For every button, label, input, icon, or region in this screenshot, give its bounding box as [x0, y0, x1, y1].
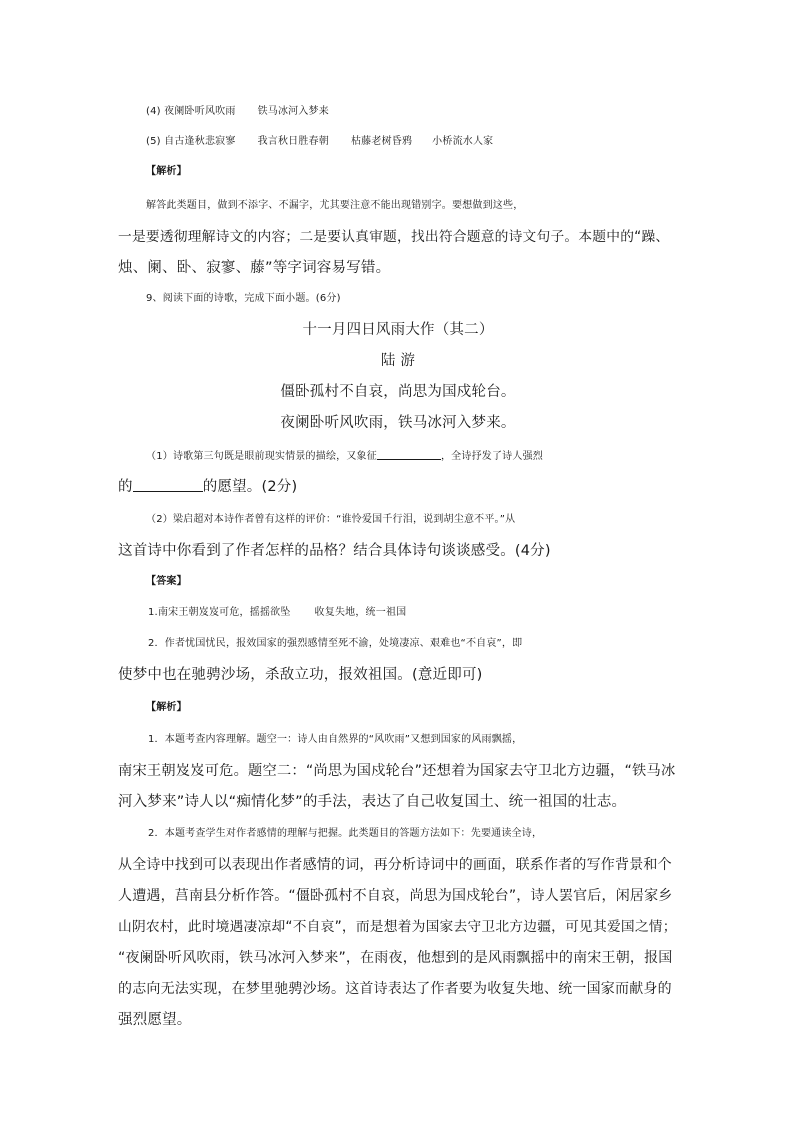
answer-2: 2．作者忧国忧民，报效国家的强烈感情至死不渝，处境凄凉、艰难也“不自哀”，即 [148, 638, 523, 649]
sub-question-2-cont: 这首诗中你看到了作者怎样的品格？结合具体诗句谈谈感受。(4分) [118, 543, 551, 559]
paragraph-line: “夜阑卧听风吹雨，铁马冰河入梦来”，在雨夜，他想到的是风雨飘摇中的南宋王朝，报国 [118, 950, 673, 966]
paragraph-line: 河入梦来”诗人以“痴情化梦”的手法，表达了自己收复国土、统一祖国的壮志。 [118, 794, 627, 810]
sub-question-2: （2）梁启超对本诗作者曾有这样的评价：“谁怜爱国千行泪，说到胡尘意不平。”从 [146, 514, 516, 525]
paragraph-line: 山阴农村，此时境遇凄凉却“不自哀”，而是想着为国家去守卫北方边疆，可见其爱国之情； [118, 919, 677, 935]
answer-1 [148, 602, 708, 624]
fill-blank [377, 445, 441, 460]
answer-text: 1.南宋王朝岌岌可危，摇摇欲坠 [148, 607, 291, 618]
poem-line: 僵卧孤村不自哀，尚思为国戍轮台。 [280, 384, 516, 400]
fill-blank [133, 477, 203, 492]
paragraph-line: 强烈愿望。 [118, 1012, 192, 1028]
paragraph-line: 一是要透彻理解诗文的内容；二是要认真审题，找出符合题意的诗文句子。本题中的“躁、 [118, 229, 670, 245]
paragraph-line: 从全诗中找到可以表现出作者感情的词，再分析诗词中的画面，联系作者的写作背景和个 [118, 857, 672, 873]
item-number: (4) [146, 106, 161, 117]
answer-heading: 【答案】 [146, 576, 187, 587]
answer-2-cont: 使梦中也在驰骋沙场，杀敌立功，报效祖国。(意近即可) [118, 667, 483, 683]
poem-phrase: 小桥流水人家 [432, 136, 494, 147]
poem-phrase: 我言秋日胜春朝 [257, 136, 329, 147]
question-text: ，全诗抒发了诗人强烈 [440, 451, 543, 462]
sub-question-1 [146, 445, 706, 468]
paragraph-line: 1．本题考查内容理解。题空一：诗人由自然界的“风吹雨”又想到国家的风雨飘摇， [148, 734, 523, 745]
question-text: 的 [118, 479, 133, 495]
sub-question-1-cont [118, 476, 678, 498]
paragraph-line: 人遭遇，莒南县分析作答。“僵卧孤村不自哀，尚思为国戍轮台”，诗人罢官后，闲居家乡 [118, 888, 673, 904]
answer-text: 收复失地，统一祖国 [314, 607, 407, 618]
answer-item-5 [146, 131, 706, 153]
poem-line: 夜阑卧听风吹雨，铁马冰河入梦来。 [280, 415, 516, 431]
question-text: 的愿望。(2分) [202, 479, 298, 495]
paragraph-line: 解答此类题目，做到不添字、不漏字，尤其要注意不能出现错别字。要想做到这些， [146, 200, 524, 211]
paragraph-line: 烛、阑、卧、寂寥、藤”等字词容易写错。 [118, 260, 391, 276]
poem-phrase: 枯藤老树昏鸦 [350, 136, 413, 147]
poem-phrase: 自古逢秋悲寂寥 [164, 136, 236, 147]
poem-author: 陆 游 [380, 353, 416, 369]
paragraph-line: 2．本题考查学生对作者感情的理解与把握。此类题目的答题方法如下：先要通读全诗， [148, 828, 543, 839]
question-intro: 9、阅读下面的诗歌，完成下面小题。(6分) [146, 293, 341, 304]
poem-phrase: 铁马冰河入梦来 [257, 106, 329, 117]
poem-title: 十一月四日风雨大作（其二） [302, 322, 494, 338]
answer-item-4 [146, 101, 706, 123]
analysis-heading: 【解析】 [146, 166, 187, 177]
question-text: （1）诗歌第三句既是眼前现实情景的描绘，又象征 [146, 451, 377, 462]
item-number: (5) [146, 136, 161, 147]
paragraph-line: 的志向无法实现，在梦里驰骋沙场。这首诗表达了作者要为收复失地、统一国家而献身的 [118, 981, 672, 997]
paragraph-line: 南宋王朝岌岌可危。题空二：“尚思为国戍轮台”还想着为国家去守卫北方边疆，“铁马冰 [118, 763, 676, 779]
poem-phrase: 夜阑卧听风吹雨 [164, 106, 236, 117]
analysis-heading: 【解析】 [146, 702, 187, 713]
